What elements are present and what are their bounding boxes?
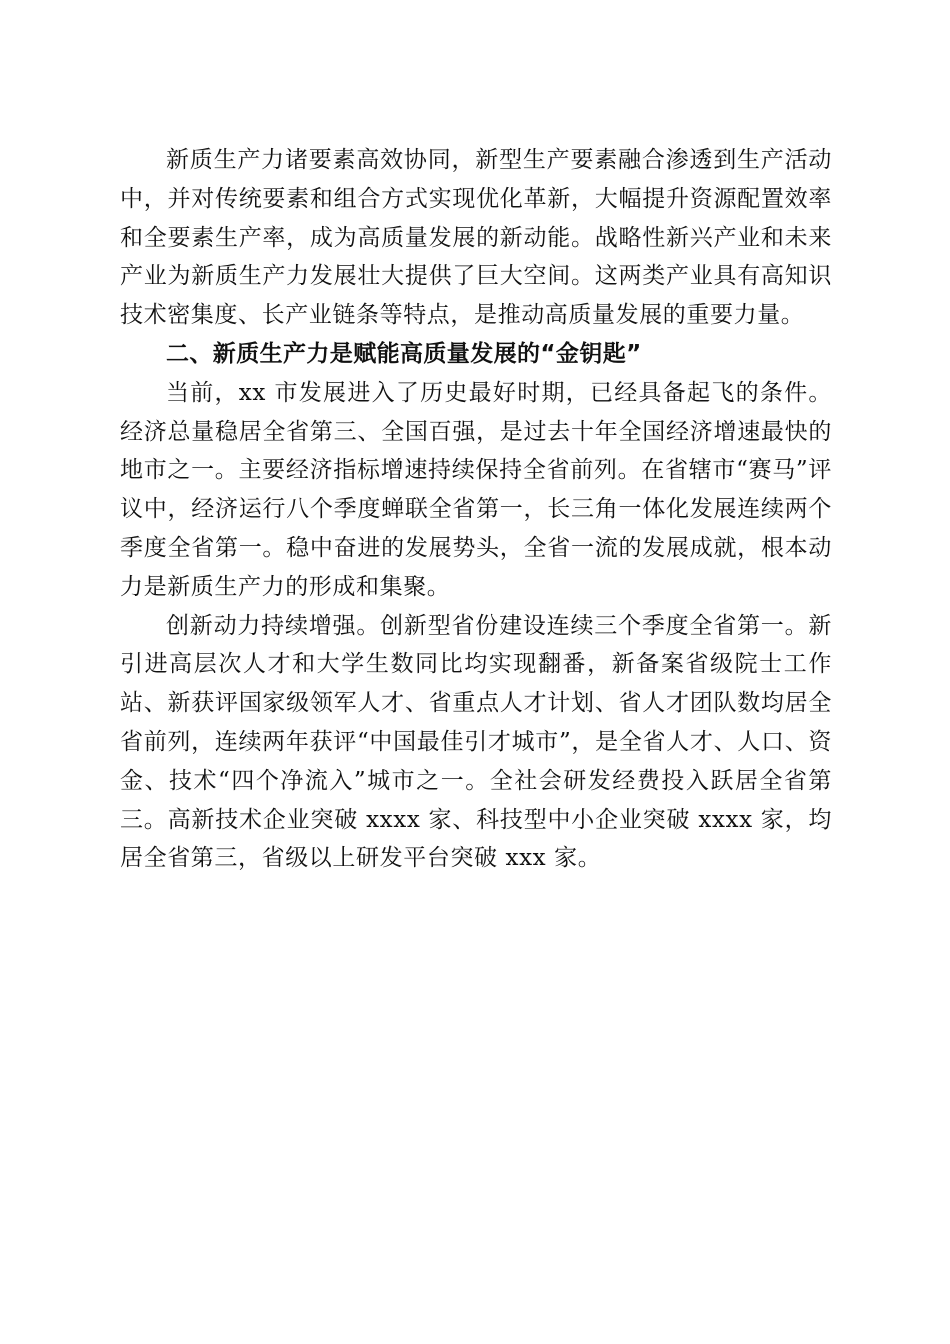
- section-heading-golden-key: 二、新质生产力是赋能高质量发展的“金钥匙”: [166, 340, 642, 367]
- document-body: [120, 141, 832, 878]
- paragraph-new-productivity-synergy: 新质生产力诸要素高效协同，新型生产要素融合渗透到生产活动中，并对传统要素和组合方式实现优化革新，大幅提升资源配置效率和全要素生产率，成为高质量发展的新动能。战略性新兴产业和未来产业为新质生产力发展壮大提供了巨大空间。这两类产业具有高知识技术密集度、长产业链条等特点，是推动高质量发展的重要力量。: [120, 147, 832, 329]
- paragraph-city-development: 当前，xx 市发展进入了历史最好时期，已经具备起飞的条件。经济总量稳居全省第三、全国百强，是过去十年全国经济增速最快的地市之一。主要经济指标增速持续保持全省前列。在省辖市“赛马”评议中，经济运行八个季度蝉联全省第一，长三角一体化发展连续两个季度全省第一。稳中奋进的发展势头，全省一流的发展成就，根本动力是新质生产力的形成和集聚。: [120, 379, 832, 600]
- paragraph-innovation-momentum: 创新动力持续增强。创新型省份建设连续三个季度全省第一。新引进高层次人才和大学生数同比均实现翻番，新备案省级院士工作站、新获评国家级领军人才、省重点人才计划、省人才团队数均居全省前列，连续两年获评“中国最佳引才城市”，是全省人才、人口、资金、技术“四个净流入”城市之一。全社会研发经费投入跃居全省第三。高新技术企业突破 xxxx 家、科技型中小企业突破 xxxx 家，均居全省第三，省级以上研发平台突破 xxx 家。: [120, 612, 832, 872]
